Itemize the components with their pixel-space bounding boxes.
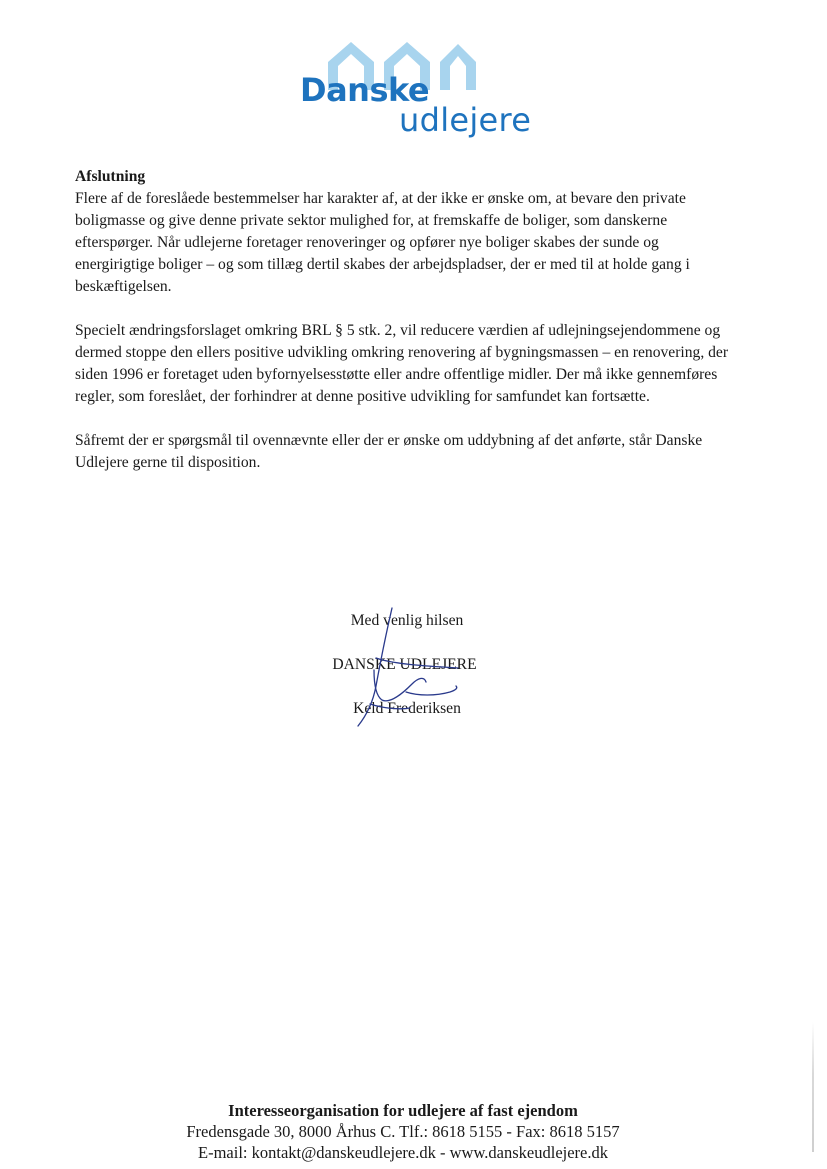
signatory-name: Keld Frederiksen — [353, 700, 461, 717]
footer-contact: E-mail: kontakt@danskeudlejere.dk - www.danskeudlejere.dk — [198, 1143, 608, 1162]
paragraph-contact: Såfremt der er spørgsmål til ovennævnte eller der er ønske om uddybning af det anførte, står Danske Udlejere gerne til disposition. — [75, 432, 703, 471]
closing-greeting: Med venlig hilsen — [350, 612, 464, 629]
paragraph-brl-amendment: Specielt ændringsforslaget omkring BRL § 5 stk. 2, vil reducere værdien af udlejningsejendommene og dermed stoppe den ellers positive udvikling omkring renovering af bygningsmassen – en renovering, der siden 1996 er foretaget uden byfornyelsesstøtte eller andre offentlige midler. Der må ikke gennemføres regler, som foreslået, der forhindrer at denne positive udvikling for samfundet kan fortsætte. — [75, 322, 729, 405]
handwritten-signature — [340, 604, 470, 734]
paragraph-conclusion: Flere af de foreslåede bestemmelser har karakter af, at der ikke er ønske om, at bevare den private boligmasse og give denne private sektor mulighed for, at fremskaffe de boliger, som danskerne efterspørger. Når udlejerne foretager renoveringer og opfører nye boliger skabes der sunde og energirigtige boliger – og som tillæg dertil skabes der arbejdspladser, der er med til at holde gang i beskæftigelsen. — [75, 190, 690, 295]
footer-address: Fredensgade 30, 8000 Århus C. Tlf.: 8618 5155 - Fax: 8618 5157 — [186, 1122, 620, 1141]
scan-edge-shadow — [812, 1022, 814, 1152]
danske-udlejere-logo — [298, 36, 538, 146]
letter-body — [75, 166, 741, 496]
letterhead-footer — [0, 1100, 806, 1163]
footer-organization-tagline: Interesseorganisation for udlejere af fast ejendom — [228, 1101, 578, 1120]
logo-word-danske: Danske — [300, 71, 430, 109]
logo-word-udlejere: udlejere — [399, 101, 532, 139]
section-heading: Afslutning — [75, 168, 146, 185]
closing-organization: DANSKE UDLEJERE — [332, 656, 477, 673]
